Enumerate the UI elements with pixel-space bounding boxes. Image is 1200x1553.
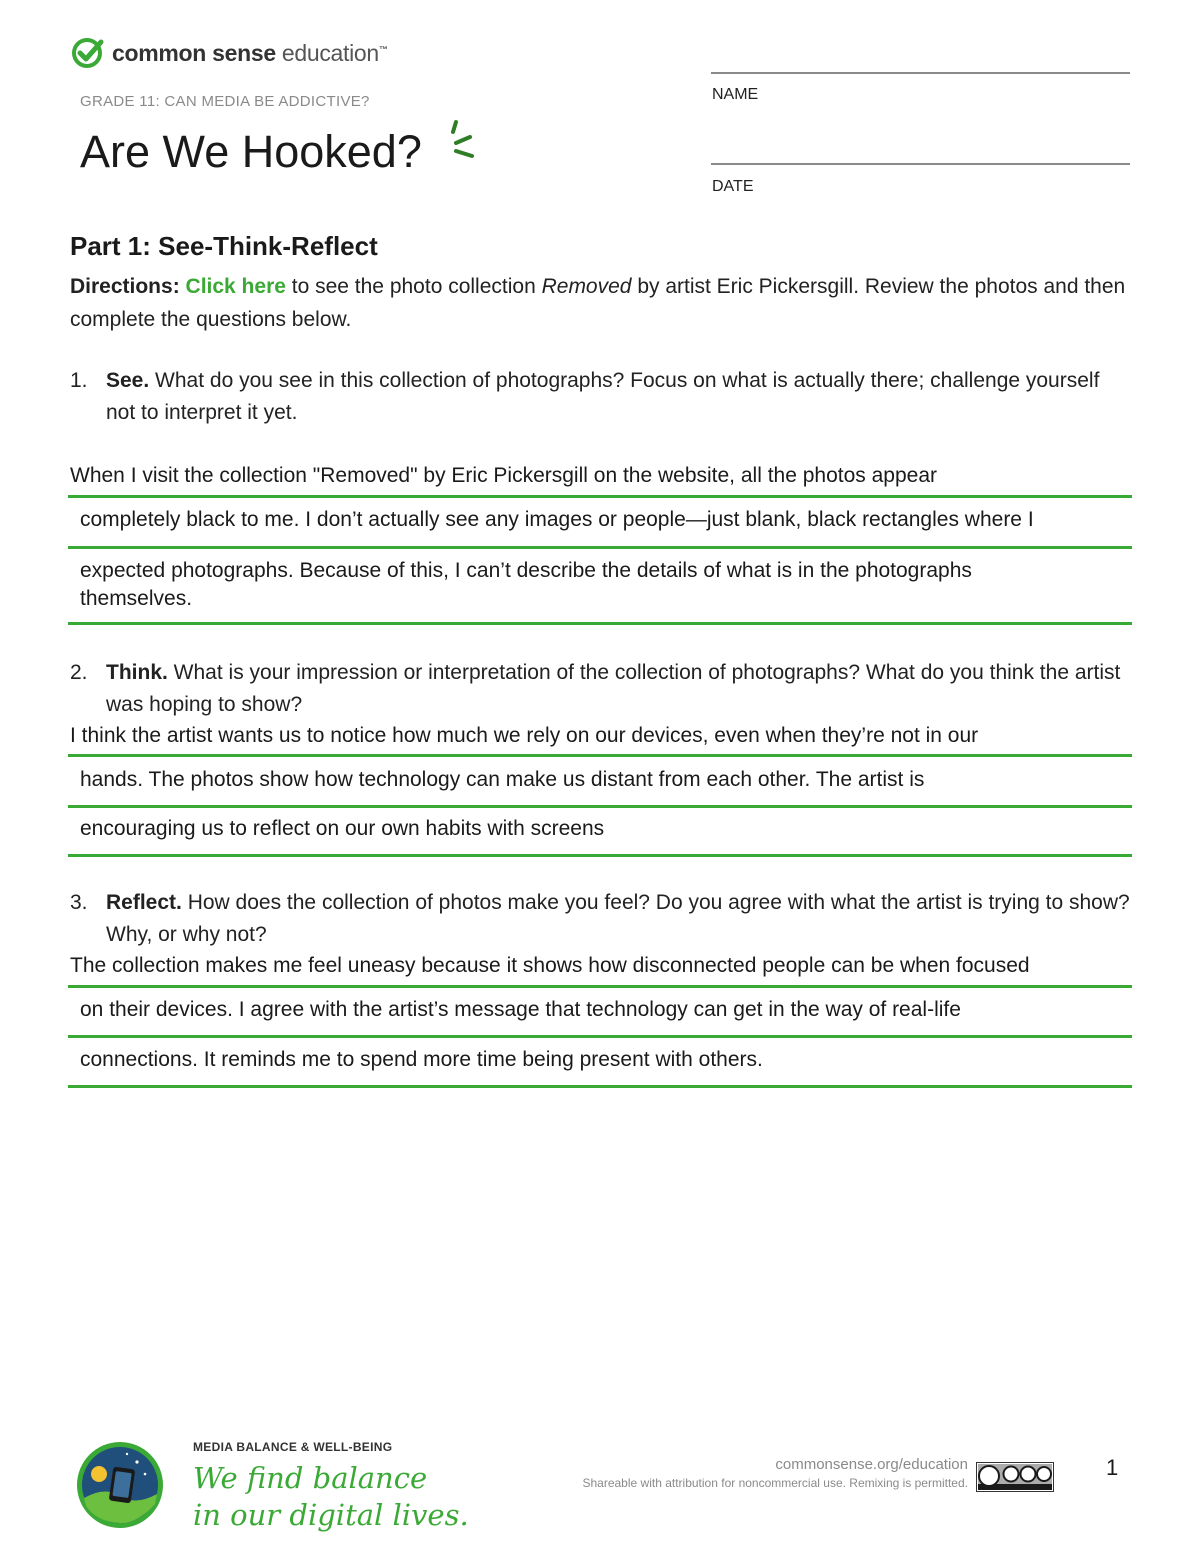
- answer-rule: [68, 622, 1132, 625]
- page-number: 1: [1106, 1455, 1119, 1480]
- category-label: MEDIA BALANCE & WELL-BEING: [193, 1440, 393, 1454]
- answer-1-line-3[interactable]: expected photographs. Because of this, I can’t describe the details of what is in the photographs: [80, 559, 972, 582]
- answer-1-line-1[interactable]: When I visit the collection "Removed" by Eric Pickersgill on the website, all the photos appear: [70, 464, 937, 487]
- name-field-line[interactable]: [711, 72, 1130, 74]
- date-field-line[interactable]: [711, 163, 1130, 165]
- answer-3-line-3[interactable]: connections. It reminds me to spend more time being present with others.: [80, 1048, 763, 1071]
- answer-rule: [68, 854, 1132, 857]
- media-balance-badge-icon: [75, 1440, 165, 1530]
- directions-label: Directions:: [70, 275, 180, 298]
- brand-logo: [70, 36, 388, 70]
- question-2: 2. Think. What is your impression or interpretation of the collection of photographs? What do you think the artist was hoping to show?: [70, 661, 1121, 716]
- answer-rule: [68, 754, 1132, 757]
- answer-3-line-2[interactable]: on their devices. I agree with the artist’s message that technology can get in the way of real-life: [80, 998, 961, 1021]
- answer-rule: [68, 1085, 1132, 1088]
- collection-name: Removed: [541, 275, 632, 298]
- question-3: 3. Reflect. How does the collection of photos make you feel? Do you agree with what the artist is trying to show? Why, or why not?: [70, 891, 1130, 946]
- tagline: We find balance in our digital lives.: [193, 1461, 469, 1532]
- answer-1-line-4[interactable]: themselves.: [80, 587, 193, 610]
- grade-label: GRADE 11: CAN MEDIA BE ADDICTIVE?: [80, 93, 370, 110]
- date-label: DATE: [712, 178, 754, 195]
- photo-collection-link[interactable]: Click here: [185, 275, 286, 298]
- answer-1-line-2[interactable]: completely black to me. I don’t actually see any images or people—just blank, black rectangles where I: [80, 508, 1034, 531]
- footer-url-link[interactable]: commonsense.org/education: [775, 1456, 968, 1473]
- answer-rule: [68, 985, 1132, 988]
- part-heading: Part 1: See-Think-Reflect: [70, 231, 378, 261]
- answer-2-line-1[interactable]: I think the artist wants us to notice how much we rely on our devices, even when they’re not in our: [70, 724, 979, 747]
- logo-wordmark: common sense education™: [112, 39, 388, 66]
- name-label: NAME: [712, 86, 759, 103]
- question-1: 1. See. What do you see in this collection of photographs? Focus on what is actually there; challenge yourself not to interpret it yet.: [70, 369, 1100, 424]
- answer-2-line-2[interactable]: hands. The photos show how technology can make us distant from each other. The artist is: [80, 768, 925, 791]
- page-title: Are We Hooked?: [80, 126, 422, 177]
- answer-2-line-3[interactable]: encouraging us to reflect on our own habits with screens: [80, 817, 605, 840]
- answer-rule: [68, 1035, 1132, 1038]
- emphasis-marks-icon: [448, 118, 478, 168]
- creative-commons-icon: [976, 1462, 1054, 1492]
- answer-3-line-1[interactable]: The collection makes me feel uneasy because it shows how disconnected people can be when focused: [70, 954, 1030, 977]
- checkmark-logo-icon: [70, 36, 104, 70]
- answer-rule: [68, 495, 1132, 498]
- answer-rule: [68, 546, 1132, 549]
- license-text: Shareable with attribution for noncommercial use. Remixing is permitted.: [582, 1476, 968, 1490]
- answer-rule: [68, 805, 1132, 808]
- directions: Directions: Click here to see the photo collection Removed by artist Eric Pickersgill. Review the photos and then complete the questions below.: [70, 275, 1126, 331]
